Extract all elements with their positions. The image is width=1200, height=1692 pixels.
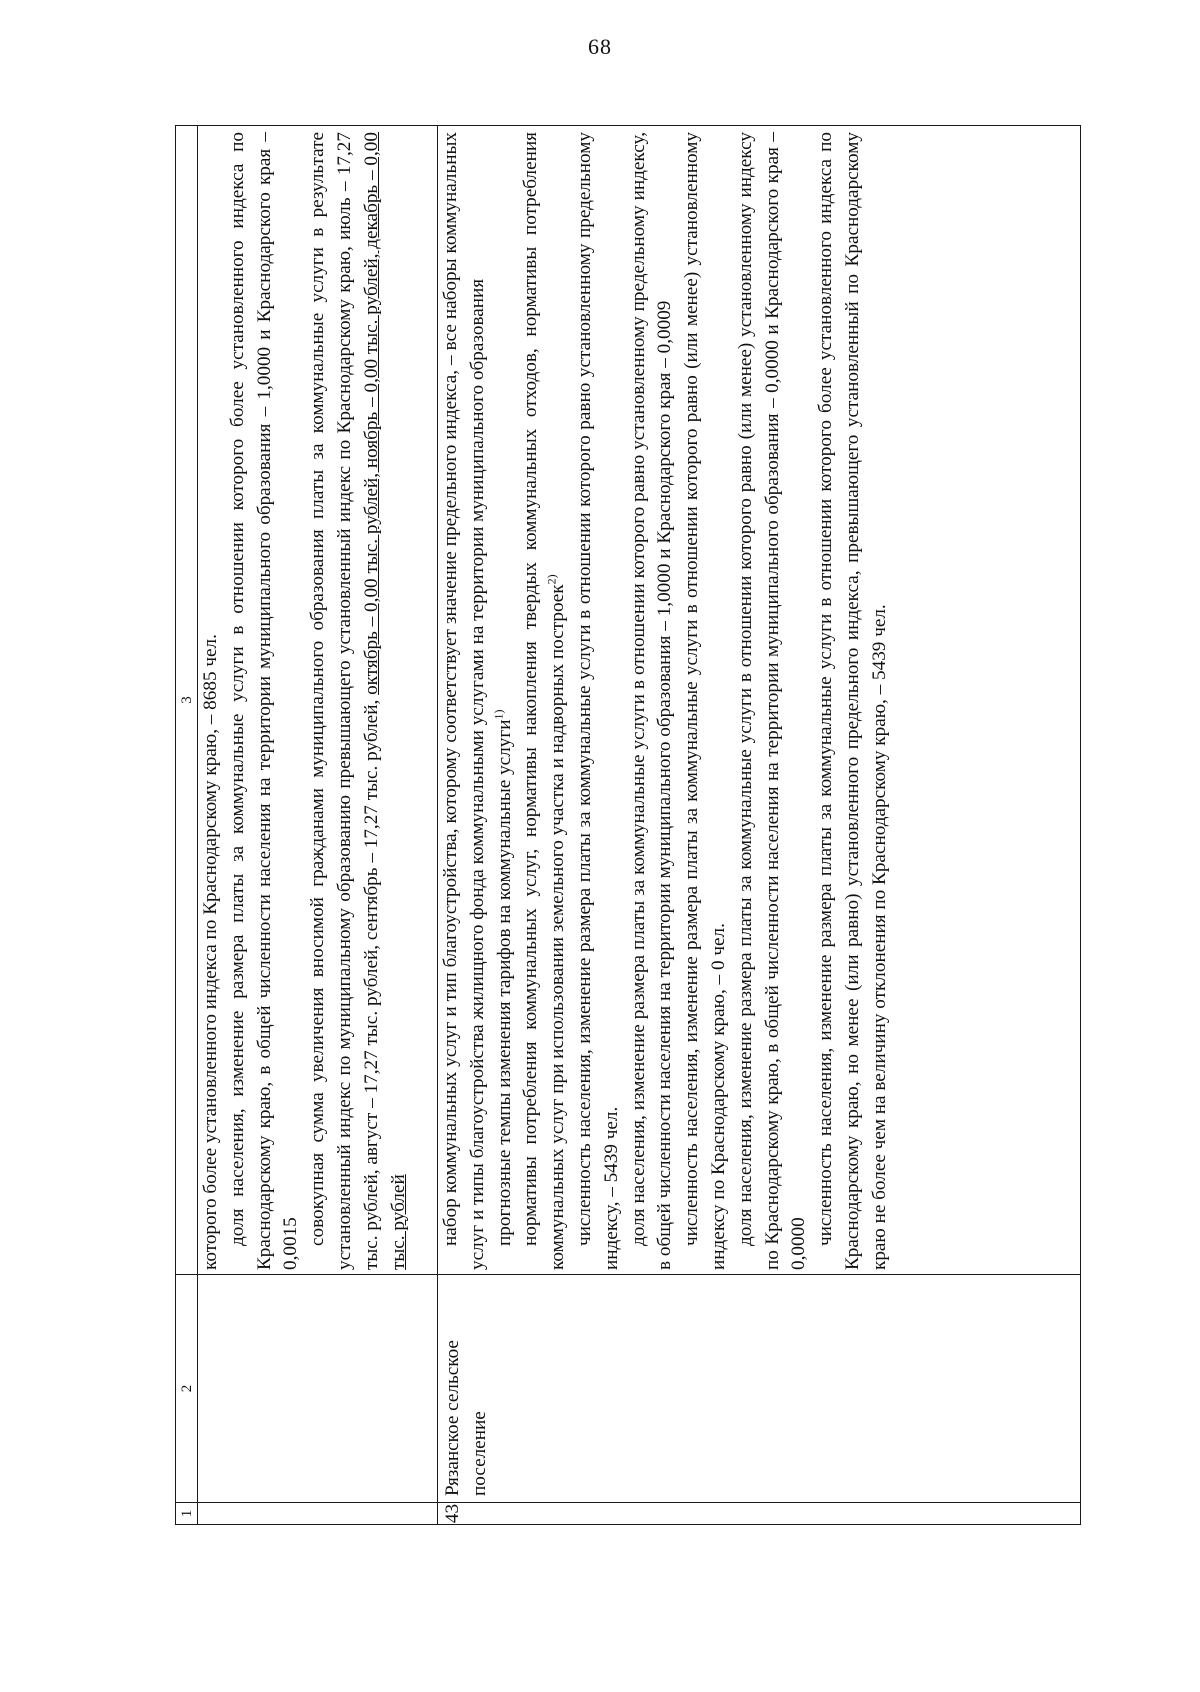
row-43-name-cell [438, 1274, 1080, 1502]
row-43-paragraph-3-text: нормативы потребления коммунальных услуг, нормативы накопления твердых коммунальных отходов, нормативы потребления коммунальных услуг при использовании земельного участка и надворных построек [520, 132, 569, 1270]
continuation-paragraph-2: доля населения, изменение размера платы за коммунальные услуги в отношении которого более установленного индекса по Краснодарскому краю, в общей численности населения на территории муниципального образования – 1,0000 и Краснодарского края – 0,0015 [226, 132, 302, 1270]
row-43-number-cell [438, 1502, 1080, 1524]
continuation-paragraph-1: которого более установленного индекса по Краснодарскому краю, – 8685 чел. [200, 634, 221, 1270]
table-row-43 [438, 126, 1080, 1524]
row-43-paragraph-7: доля населения, изменение размера платы за коммунальные услуги в отношении которого равно (или менее) установленному индексу по Краснодарскому краю, в общей численности населения на территории муниципального образования – 0,0000 и Краснодарского края – 0,0000 [734, 132, 810, 1270]
continuation-paragraph-3-underlined: октябрь – 0,00 тыс. рублей, ноябрь – 0,00 тыс. рублей, декабрь – 0,00 тыс. рублей [360, 132, 409, 1270]
continuation-text [198, 126, 412, 1274]
table-header-row [176, 126, 198, 1524]
header-col-3 [176, 126, 197, 1274]
row-43-paragraph-5: доля населения, изменение размера платы за коммунальные услуги в отношении которого равно установленному предельному индексу, в общей численности населения на территории муниципального образования – 1,0000 и Краснодарского края – 0,0009 [627, 132, 676, 1270]
row-43-text [438, 126, 894, 1274]
continuation-number-cell [198, 1502, 437, 1524]
footnote-1-marker: 1) [491, 709, 506, 720]
row-43-municipality-name: Рязанское сельское поселение [442, 1340, 490, 1496]
header-col-2-label: 2 [179, 1384, 195, 1393]
row-43-paragraph-4: численность населения, изменение размера платы за коммунальные услуги в отношении которого равно установленному предельному индексу, – 5439 чел. [573, 132, 622, 1270]
row-43-paragraph-8: численность населения, изменение размера платы за коммунальные услуги в отношении которого более установленного индекса по Краснодарскому краю, но менее (или равно) установленного предельного индекса, превышающего установленный по Краснодарскому краю не более чем на величину отклонения по Краснодарскому краю, – 5439 чел. [815, 132, 890, 1270]
continuation-name-cell [198, 1274, 437, 1502]
header-col-3-label: 3 [179, 696, 195, 704]
row-43-content-cell [438, 126, 1080, 1274]
continuation-paragraph-3-text: совокупная сумма увеличения вносимой гражданами муниципального образования платы за коммунальные услуги в результате установленный индекс по муниципальному образованию превышающего установленный индекс по Краснодарскому краю, июль – 17,27 тыс. рублей, август – 17,27 тыс. рублей, сентябрь – 17,27 тыс. рублей, [307, 132, 382, 1270]
row-43-paragraph-1: набор коммунальных услуг и тип благоустройства, которому соответствует значение предельного индекса, – все наборы коммунальных услуг и типы благоустройства жилищного фонда коммунальными услугами на территории муниципального образования [440, 132, 488, 1270]
row-43-number: 43 [442, 1503, 463, 1524]
header-col-2 [176, 1274, 197, 1502]
header-col-1 [176, 1502, 197, 1524]
footnote-2-marker: 2) [544, 574, 559, 585]
data-table [175, 125, 1081, 1525]
continuation-content-cell [198, 126, 437, 1274]
header-col-1-label: 1 [179, 1509, 195, 1518]
continuation-paragraph-3 [305, 132, 412, 1270]
row-43-paragraph-6: численность населения, изменение размера платы за коммунальные услуги в отношении которого равно (или менее) установленному индексу по Краснодарскому краю, – 0 чел. [681, 132, 729, 1270]
page-number: 68 [588, 34, 612, 59]
table-row-continuation [198, 126, 438, 1524]
row-43-paragraph-2 [492, 132, 519, 1270]
rotated-table-frame [175, 125, 1081, 1525]
row-43-paragraph-3 [518, 132, 572, 1270]
row-43-paragraph-2-text: прогнозные темпы изменения тарифов на коммунальные услуги [493, 719, 515, 1246]
